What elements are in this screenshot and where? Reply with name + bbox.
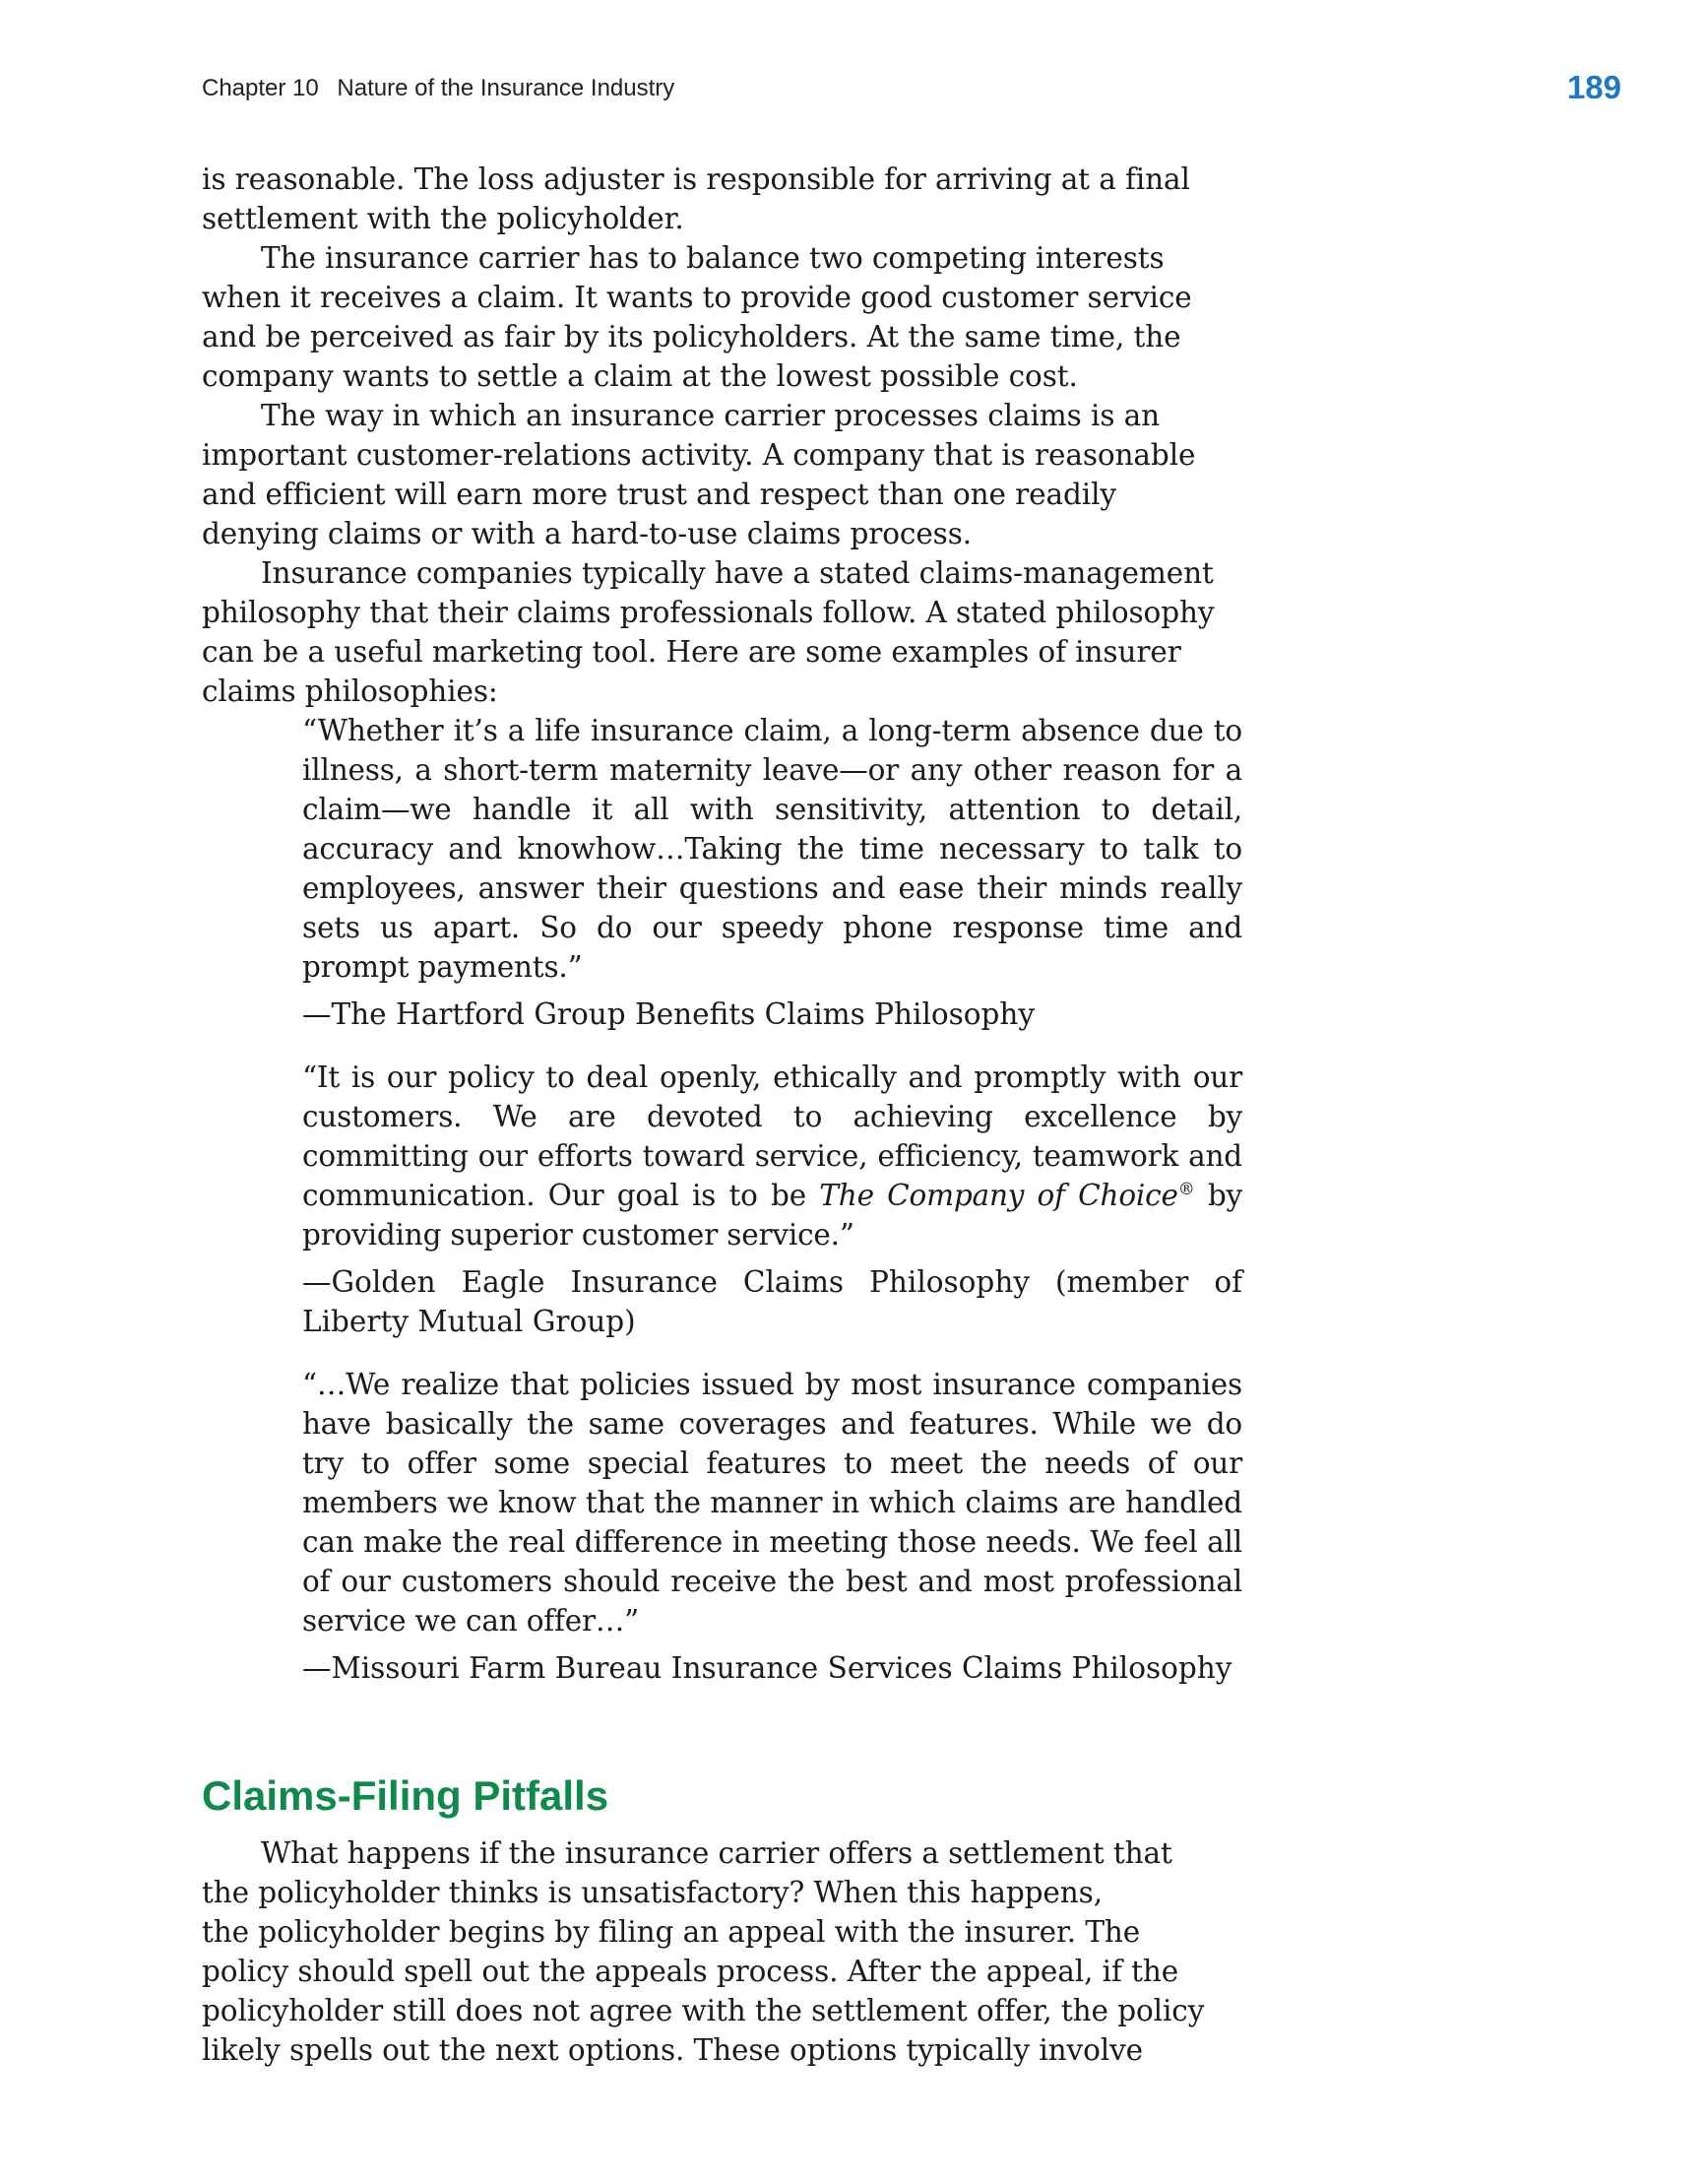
page-number: 189 (1566, 69, 1621, 105)
quote-attribution: —Missouri Farm Bureau Insurance Services Claims Philosophy (302, 1651, 1232, 1685)
chapter-number: Chapter 10 (202, 75, 319, 101)
section-heading: Claims-Filing Pitfalls (202, 1772, 609, 1819)
paragraph-continued: is reasonable. The loss adjuster is responsible for arriving at a final settlement with the policyholder. (202, 162, 1190, 235)
quote-attribution: —Golden Eagle Insurance Claims Philosophy (member of Liberty Mutual Group) (302, 1265, 1242, 1338)
chapter-title: Nature of the Insurance Industry (337, 75, 675, 101)
paragraph-claims-philosophy: Insurance companies typically have a stated claims-management philosophy that their claims professionals follow. A stated philosophy can be a useful marketing tool. Here are some examples of insurer claims philosophies: (202, 556, 1215, 708)
quote-text: “…We realize that policies issued by most insurance companies have basically the same coverages and features. While we do try to offer some special features to meet the needs of our members we know that the manner in which claims are handled can make the real difference in meeting those needs. We feel all of our customers should receive the best and most professional service we can offer…” (302, 1368, 1242, 1638)
paragraph-competing-interests: The insurance carrier has to balance two competing interests when it receives a claim. It wants to provide good customer service and be perceived as fair by its policyholders. At the same time, the company wants to settle a claim at the lowest possible cost. (202, 241, 1192, 393)
quote-missouri-farm-bureau (302, 1365, 1242, 1688)
section-paragraph: What happens if the insurance carrier offers a settlement that the policyholder thinks is unsatisfactory? When this happens, the policyholder begins by filing an appeal with the insurer. The policy should spell out the appeals process. After the appeal, if the policyholder still does not agree with the settlement offer, the policy likely spells out the next options. These options typically involve (202, 1836, 1205, 2067)
quote-text: “Whether it’s a life insurance claim, a long-term absence due to illness, a short-term maternity leave—or any other reason for a claim—we handle it all with sensitivity, attention to detail, accuracy and knowhow…Taking the time necessary to talk to employees, answer their questions and ease their minds really sets us apart. So do our speedy phone response time and prompt payments.” (302, 714, 1242, 984)
quote-attribution: —The Hartford Group Benefits Claims Philosophy (302, 997, 1036, 1031)
registered-mark: ® (1177, 1180, 1195, 1200)
quote-text-italic: The Company of Choice (819, 1179, 1178, 1212)
quote-text-after: by providing superior customer service.” (302, 1179, 1242, 1252)
paragraph-customer-relations: The way in which an insurance carrier processes claims is an important customer-relations activity. A company that is reasonable and efficient will earn more trust and respect than one readily denying claims or with a hard-to-use claims process. (202, 399, 1196, 550)
quote-text (302, 1058, 1242, 1254)
running-head (202, 75, 674, 102)
body-text (202, 160, 1242, 1688)
quote-golden-eagle (302, 1058, 1242, 1341)
quote-text-before: “It is our policy to deal openly, ethically and promptly with our customers. We are devoted to achieving excellence by committing our efforts toward service, efficiency, teamwork and communication. Our goal is to be (302, 1060, 1242, 1212)
quote-hartford (302, 711, 1242, 1034)
